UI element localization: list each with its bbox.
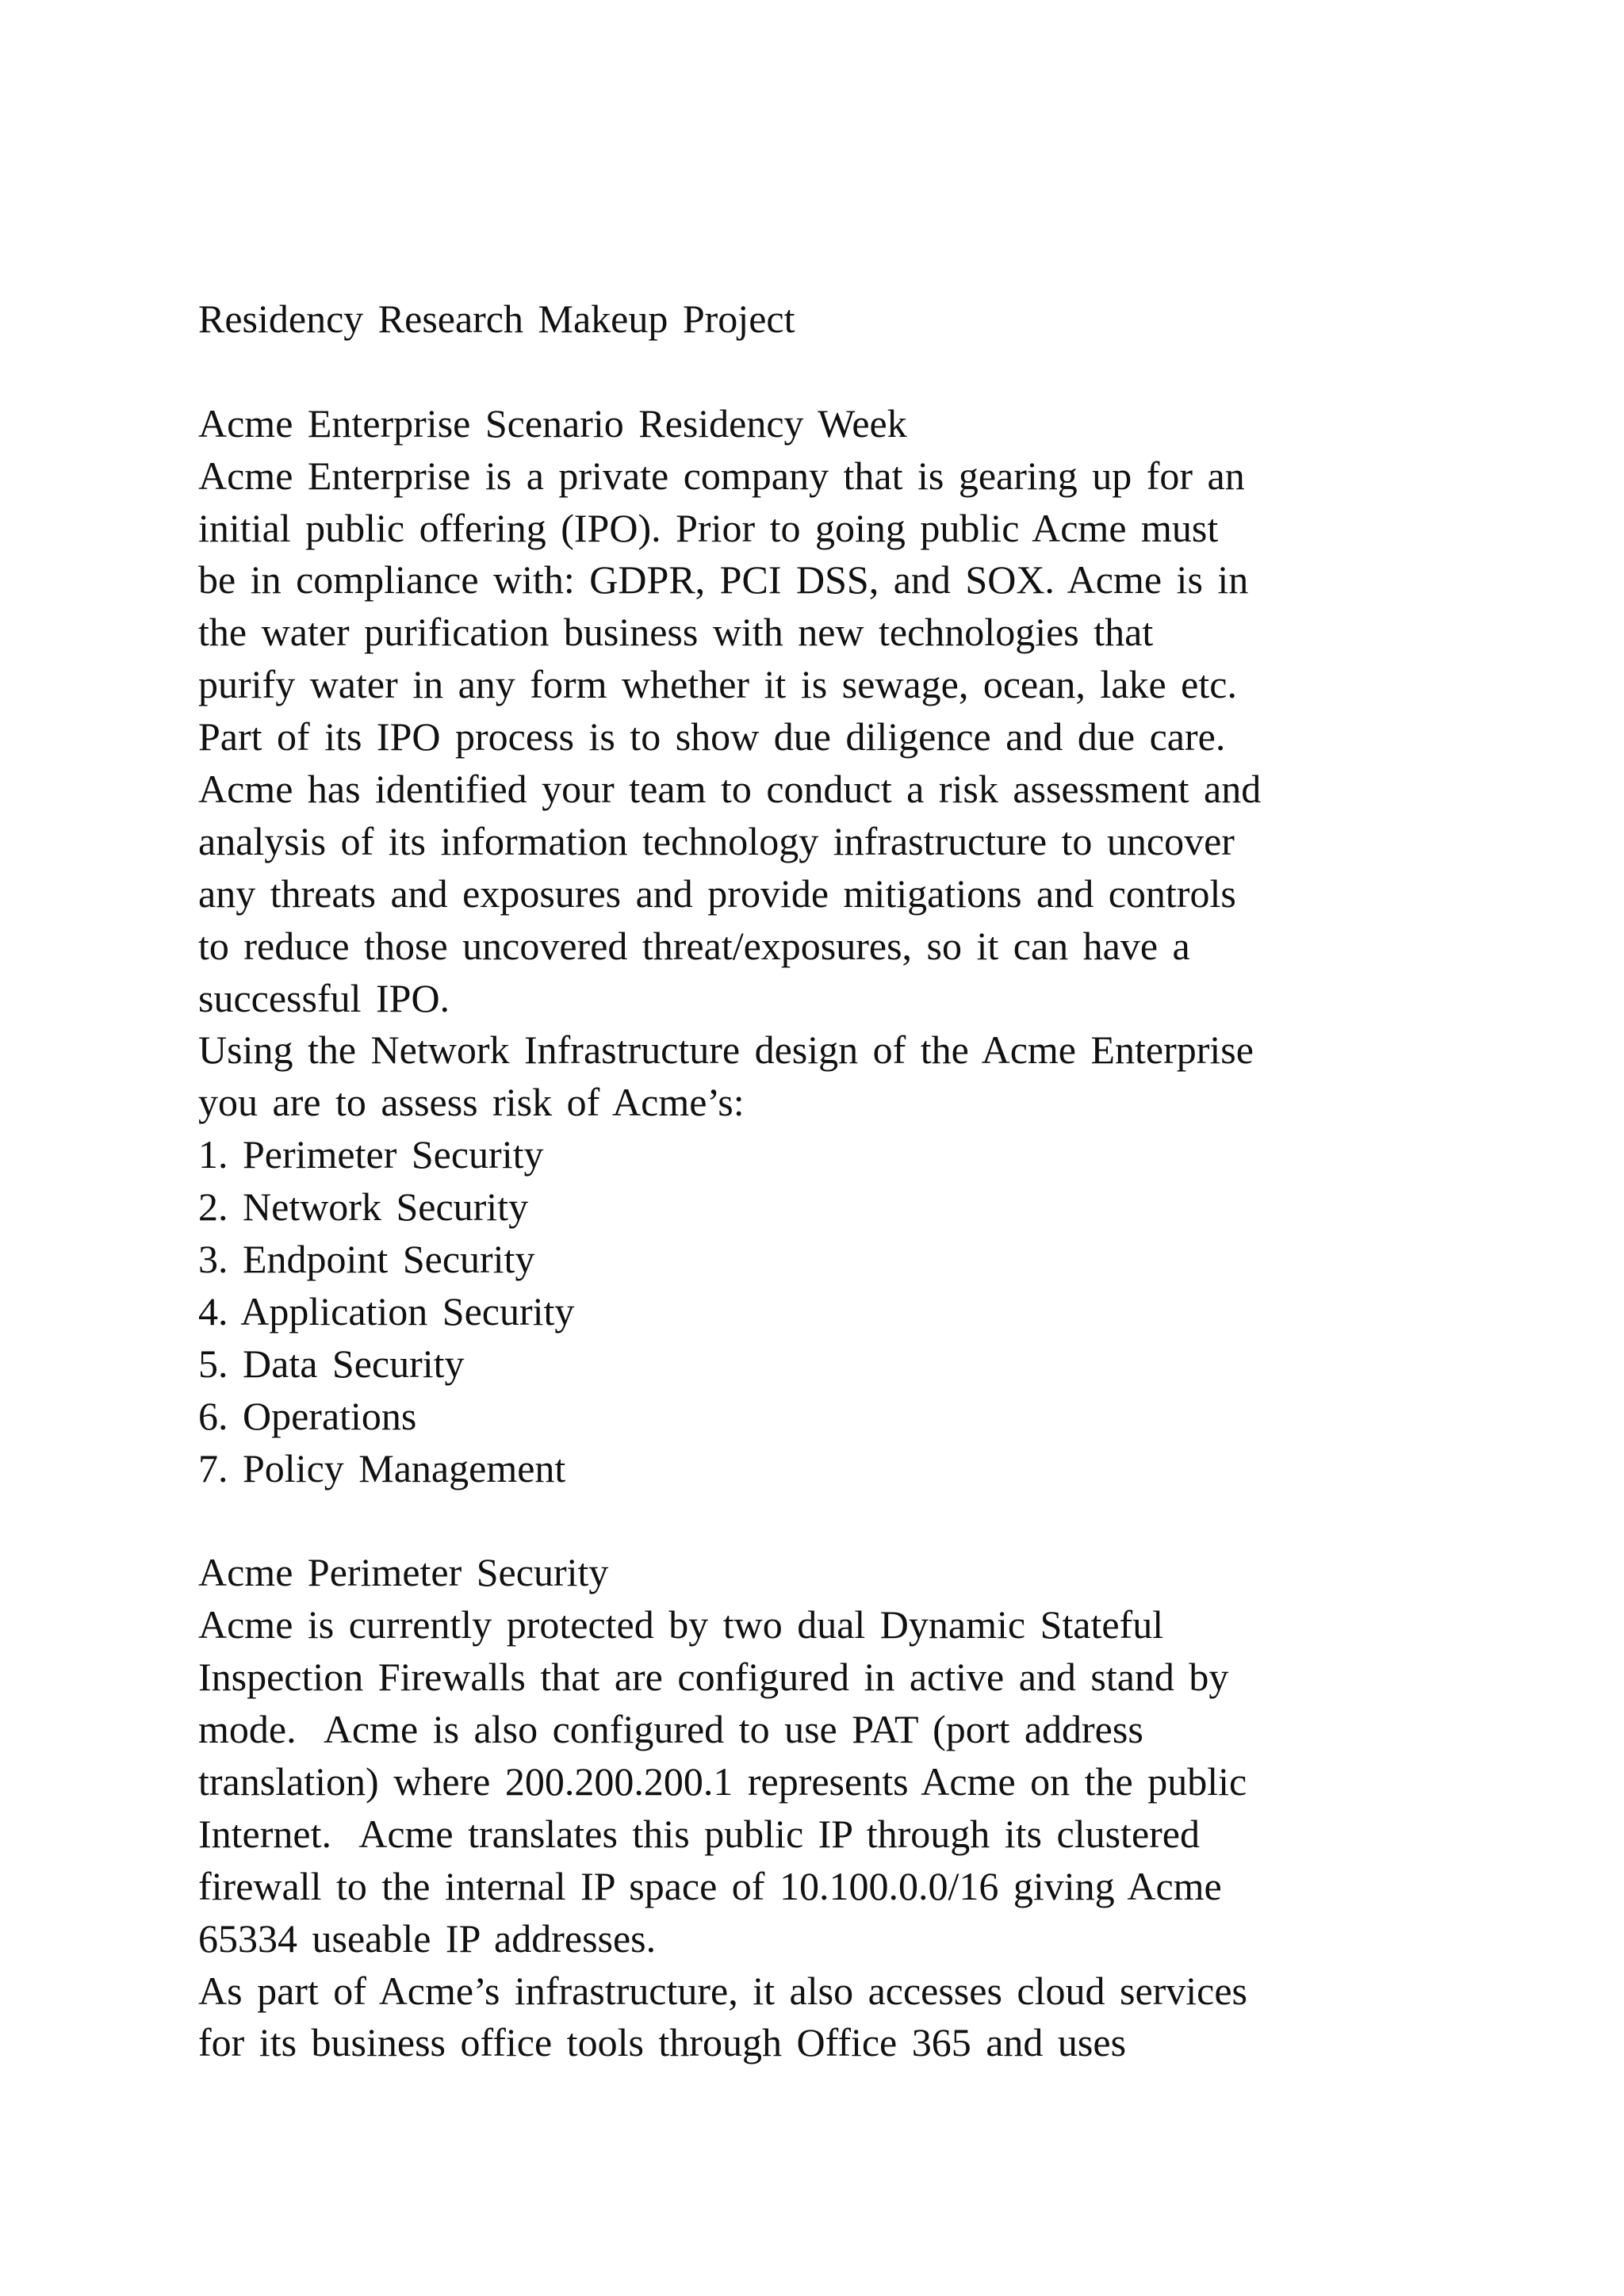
perimeter-heading: Acme Perimeter Security <box>198 1550 609 1595</box>
intro-line: Acme has identified your team to conduct a risk assessment and <box>198 767 1262 812</box>
spacer <box>198 1494 1451 1547</box>
intro-line: the water purification business with new technologies that <box>198 610 1154 655</box>
intro-line: Acme Enterprise is a private company that is gearing up for an <box>198 453 1245 498</box>
intro-line: be in compliance with: GDPR, PCI DSS, and SOX. Acme is in <box>198 557 1249 603</box>
list-item: 4. Application Security <box>198 1288 575 1334</box>
intro-line: successful IPO. <box>198 975 450 1020</box>
intro-line: analysis of its information technology infrastructure to uncover <box>198 818 1235 863</box>
document-title: Residency Research Makeup Project <box>198 297 795 341</box>
scenario-heading: Acme Enterprise Scenario Residency Week <box>198 400 907 446</box>
perimeter-line: firewall to the internal IP space of 10.100.0.0/16 giving Acme <box>198 1863 1222 1908</box>
intro-line: Using the Network Infrastructure design of the Acme Enterprise <box>198 1027 1254 1073</box>
list-item: 2. Network Security <box>198 1184 529 1230</box>
perimeter-line: Acme is currently protected by two dual Dynamic Stateful <box>198 1602 1164 1647</box>
perimeter-line: translation) where 200.200.200.1 represents Acme on the public <box>198 1758 1247 1804</box>
intro-line: Part of its IPO process is to show due diligence and due care. <box>198 714 1226 760</box>
perimeter-line: for its business office tools through Office 365 and uses <box>198 2020 1127 2065</box>
intro-paragraph <box>198 450 1451 1130</box>
risk-areas-list <box>198 1129 1451 1494</box>
spacer <box>198 346 1451 398</box>
perimeter-paragraph <box>198 1599 1451 2069</box>
list-item: 1. Perimeter Security <box>198 1132 544 1177</box>
perimeter-line: Inspection Firewalls that are configured in active and stand by <box>198 1655 1229 1700</box>
perimeter-line: 65334 useable IP addresses. <box>198 1915 657 1961</box>
list-item: 7. Policy Management <box>198 1445 566 1490</box>
list-item: 5. Data Security <box>198 1341 465 1386</box>
perimeter-line: As part of Acme’s infrastructure, it also accesses cloud services <box>198 1968 1248 2013</box>
intro-line: to reduce those uncovered threat/exposures, so it can have a <box>198 923 1190 968</box>
intro-line: you are to assess risk of Acme’s: <box>198 1080 745 1125</box>
intro-line: initial public offering (IPO). Prior to going public Acme must <box>198 505 1219 550</box>
intro-line: purify water in any form whether it is sewage, ocean, lake etc. <box>198 662 1237 707</box>
perimeter-line: mode. Acme is also configured to use PAT (port address <box>198 1707 1143 1752</box>
perimeter-line: Internet. Acme translates this public IP through its clustered <box>198 1811 1200 1856</box>
list-item: 6. Operations <box>198 1393 417 1438</box>
list-item: 3. Endpoint Security <box>198 1237 535 1282</box>
intro-line: any threats and exposures and provide mitigations and controls <box>198 871 1236 916</box>
document-body <box>198 293 1451 2069</box>
